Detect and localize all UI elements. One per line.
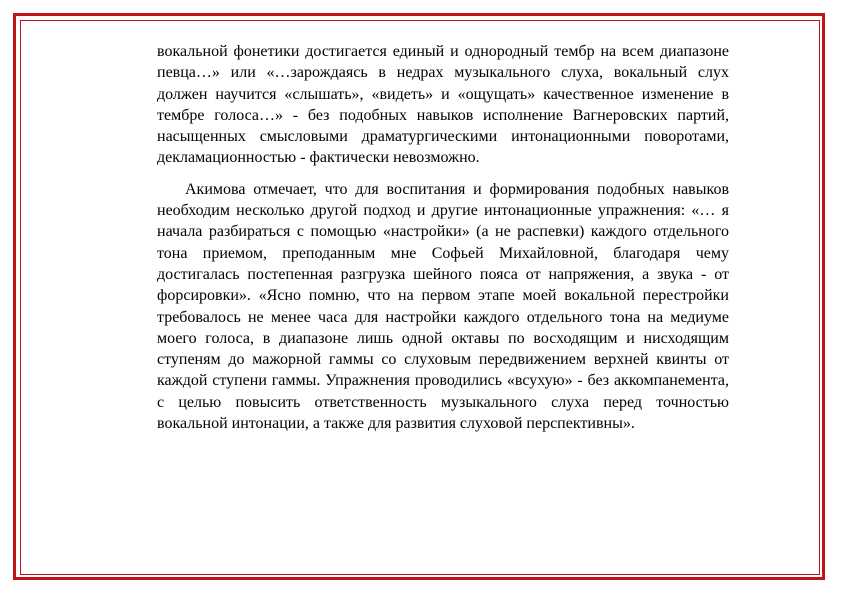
paragraph-1: вокальной фонетики достигается единый и однородный тембр на всем диапазоне певца…» или «…зарождаясь в недрах музыкального слуха, вокальный слух должен научится «слышать», «видеть» и «ощущать» качественное изменение в тембре голоса…» - без подобных навыков исполнение Вагнеровских партий, насыщенных смысловыми драматургическими интонационными поворотами, декламационностью - фактически невозможно. xyxy=(157,43,729,167)
document-body xyxy=(157,41,729,434)
paragraph-2: Акимова отмечает, что для воспитания и формирования подобных навыков необходим несколько другой подход и другие интонационные упражнения: «… я начала разбираться с помощью «настройки» (а не распевки) каждого отдельного тона приемом, преподанным мне Софьей Михайловной, благодаря чему достигалась постепенная разгрузка шейного пояса от напряжения, а звука - от форсировки». «Ясно помню, что на первом этапе моей вокальной перестройки требовалось не менее часа для настройки каждого отдельного тона на медиуме моего голоса, в диапазоне лишь одной октавы по восходящим и нисходящим ступеням до мажорной гаммы со слуховым передвижением верхней квинты от каждой ступени гаммы. Упражнения проводились «всухую» - без аккомпанемента, с целью повысить ответственность музыкального слуха перед точностью вокальной интонации, а также для развития слуховой перспективны». xyxy=(157,180,729,433)
